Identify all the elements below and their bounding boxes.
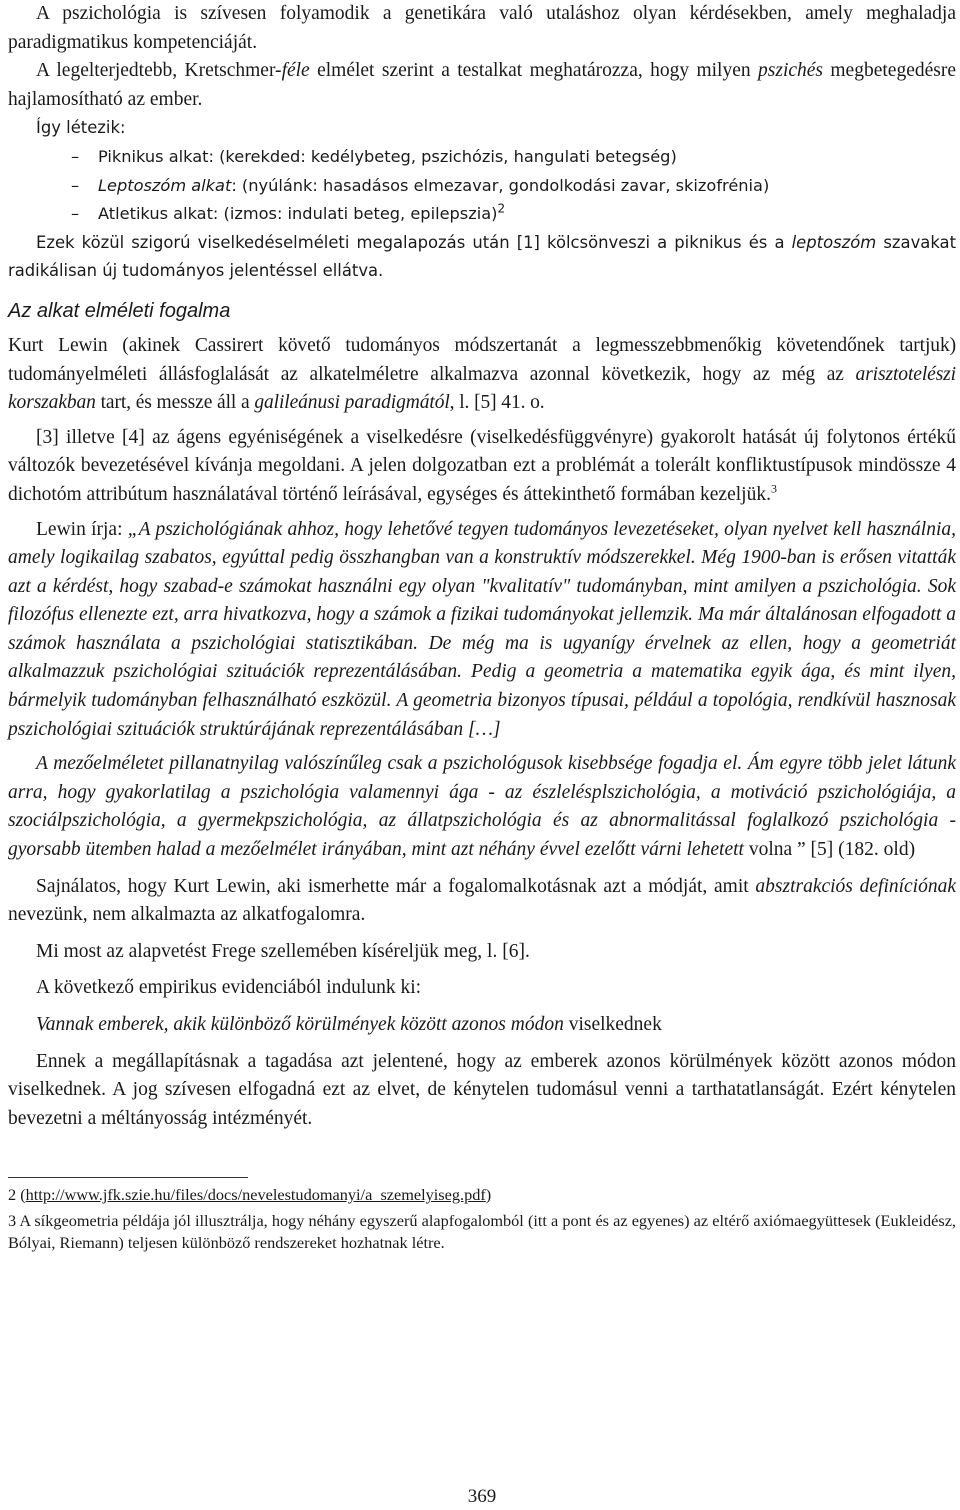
sajnalatos-text-c: nevezünk, nem alkalmazta az alkatfogalomra. bbox=[8, 904, 366, 926]
quote-paragraph bbox=[8, 516, 956, 745]
footnote-2 bbox=[8, 1184, 956, 1206]
ages-paragraph bbox=[8, 424, 956, 510]
kovetkezo-paragraph: A következő empirikus evidenciából indulunk ki: bbox=[36, 977, 422, 999]
lewin-text-c: tart, és messze áll a bbox=[95, 392, 255, 414]
list-item-atletikus bbox=[8, 200, 956, 229]
frege-paragraph: Mi most az alapvetést Frege szellemében kíséreljük meg, l. [6]. bbox=[36, 940, 530, 962]
ezek-paragraph bbox=[8, 229, 956, 286]
dash-icon: – bbox=[71, 175, 80, 195]
vannak-paragraph bbox=[8, 1011, 956, 1040]
vannak-em: Vannak emberek, akik különböző körülmények között azonos módon bbox=[36, 1014, 564, 1035]
vannak-rest: viselkednek bbox=[563, 1014, 662, 1035]
alkat-list bbox=[8, 143, 956, 229]
list-item-term: Leptoszóm alkat bbox=[98, 175, 232, 195]
sajnalatos-text-b: absztrakciós definíciónak bbox=[755, 875, 957, 897]
section-heading: Az alkat elméleti fogalma bbox=[8, 299, 231, 322]
kretschmer-paragraph bbox=[8, 57, 956, 114]
list-item-text: Piknikus alkat: (kerekded: kedélybeteg, pszichózis, hangulati betegség) bbox=[98, 146, 677, 166]
list-item-leptoszom bbox=[8, 172, 956, 201]
intro-text: A pszichológia is szívesen folyamodik a genetikára való utaláshoz olyan kérdésekben, amely meghaladja paradigmatikus kompetenciáját. bbox=[8, 3, 956, 53]
kretschmer-text-a: A legelterjedtebb, Kretschmer- bbox=[36, 60, 282, 82]
quote-body: „A pszichológiának ahhoz, hogy lehetővé tegyen tudományos levezetéseket, olyan nyelvet kell használnia, amely logikailag szabatos, egyúttal pedig összhangban van a konstruktív módszerekkel. Még 1900-ban is erősen vitatták azt a kérdést, hogy szabad-e számokat használni egy olyan "kvalitatív" tudományban, mint amilyen a pszichológia. Sok filozófus ellenezte ezt, arra hivatkozva, hogy a számok a fizikai tudományokat jellemzik. Ma már általánosan elfogadott a számok használata a pszichológiai statisztikában. De még ma is ugyanígy érvelnek az ellen, hogy a geometriát alkalmazzuk pszichológiai szituációk reprezentálásában. Pedig a geometria a matematika egyik ága, és mint ilyen, bármelyik tudományban felhasználható eszközül. A geometria bizonyos típusai, például a topológia, rendkívül hasznosak pszichológiai szituációk struktúrájának reprezentálásában […] bbox=[8, 518, 957, 740]
igy-letezik: Így létezik: bbox=[36, 118, 126, 138]
list-item-text: Atletikus alkat: (izmos: indulati beteg, epilepszia) bbox=[98, 204, 498, 224]
quote-lead: Lewin írja: bbox=[36, 518, 128, 540]
list-item-text: : (nyúlánk: hasadásos elmezavar, gondolkodási zavar, skizofrénia) bbox=[231, 175, 770, 195]
kretschmer-text-c: elmélet szerint a testalkat meghatározza, hogy milyen bbox=[309, 60, 759, 82]
ages-text: [3] illetve [4] az ágens egyéniségének a viselkedésre (viselkedésfüggvényre) gyakorolt hatását új folytonos értékű változók bevezetésével kívánja megoldani. A jelen dolgozatban ezt a problémát a tolerált konfliktustípusok mindössze 4 dichotóm attribútum használatával történő leírásával, egységes és áttekinthető formában kezeljük. bbox=[8, 426, 956, 505]
ezek-text-c: szavakat radikálisan új tudományos jelentéssel ellátva. bbox=[8, 232, 956, 281]
footnote-3: 3 A síkgeometria példája jól illusztrálja, hogy néhány egyszerű alapfogalomból (itt a pont és az egyenes) az eltérő axiómaegyüttesek (Eukleidész, Bólyai, Riemann) teljesen különböző rendszereket hozhatnak létre. bbox=[8, 1211, 956, 1253]
ezek-text-a: Ezek közül szigorú viselkedéselméleti megalapozás után [1] kölcsönveszi a piknikus és a bbox=[36, 232, 792, 252]
lewin-text-e: , l. [5] 41. o. bbox=[449, 392, 545, 414]
document-page bbox=[8, 0, 956, 1254]
quote2-body: A mezőelméletet pillanatnyilag valószínűleg csak a pszichológusok kisebbsége fogadja el. Ám egyre több jelet látunk arra, hogy gyakorlatilag a pszichológia valamennyi ága - az észlelésplszichológia, a motiváció pszichológiája, a szociálpszichológia, a gyermekpszichológia, az állatpszichológia és az abnormalitással foglalkozó pszichológia - gyorsabb ütemben halad a mezőelmélet irányában, mint azt néhány évvel ezelőtt várni lehetett bbox=[8, 753, 956, 861]
sajnalatos-paragraph bbox=[8, 873, 956, 930]
list-item-piknikus bbox=[8, 143, 956, 172]
page-number: 369 bbox=[467, 1486, 497, 1507]
footnote-ref: 2 bbox=[497, 201, 506, 216]
lewin-text-b: arisztotelészi korszakban bbox=[8, 363, 956, 414]
quote2-tail: volna ” [5] (182. old) bbox=[743, 839, 916, 861]
sajnalatos-text-a: Sajnálatos, hogy Kurt Lewin, aki ismerhette már a fogalomalkotásnak azt a módját, amit bbox=[36, 875, 756, 897]
quote2-paragraph bbox=[8, 750, 956, 864]
dash-icon: – bbox=[71, 204, 80, 224]
footnote-ref: 3 bbox=[770, 481, 777, 496]
ennek-paragraph: Ennek a megállapításnak a tagadása azt jelentené, hogy az emberek azonos körülmények között azonos módon viselkednek. A jog szívesen elfogadná ezt az elvet, de kénytelen tudomásul venni a tarthatatlanságát. Ezért kénytelen bevezetni a méltányosság intézményét. bbox=[8, 1050, 956, 1129]
footnote-number: 2 bbox=[8, 1185, 17, 1205]
dash-icon: – bbox=[71, 146, 80, 166]
kretschmer-text-fele: féle bbox=[281, 60, 310, 82]
footnote-link[interactable]: http://www.jfk.szie.hu/files/docs/nevelestudomanyi/a_szemelyiseg.pdf bbox=[25, 1185, 486, 1205]
footnote-paren-close: ) bbox=[485, 1185, 492, 1205]
footnote-paren-open: ( bbox=[16, 1185, 26, 1205]
footnote-divider bbox=[8, 1177, 248, 1178]
ezek-text-leptoszom: leptoszóm bbox=[791, 232, 877, 252]
lewin-text-a: Kurt Lewin (akinek Cassirert követő tudományos módszertanát a legmesszebbmenőkig követendőnek tartjuk) tudományelméleti állásfoglalását az alkatelméletre alkalmazva azonnal következik, hogy az még az bbox=[8, 334, 956, 385]
kretschmer-text-psziches: pszichés bbox=[758, 60, 824, 82]
kretschmer-text-e: megbetegedésre hajlamosítható az ember. bbox=[8, 60, 956, 110]
lewin-text-d: galileánusi paradigmától bbox=[254, 392, 450, 414]
intro-paragraph bbox=[8, 0, 956, 57]
lewin-paragraph bbox=[8, 332, 956, 418]
